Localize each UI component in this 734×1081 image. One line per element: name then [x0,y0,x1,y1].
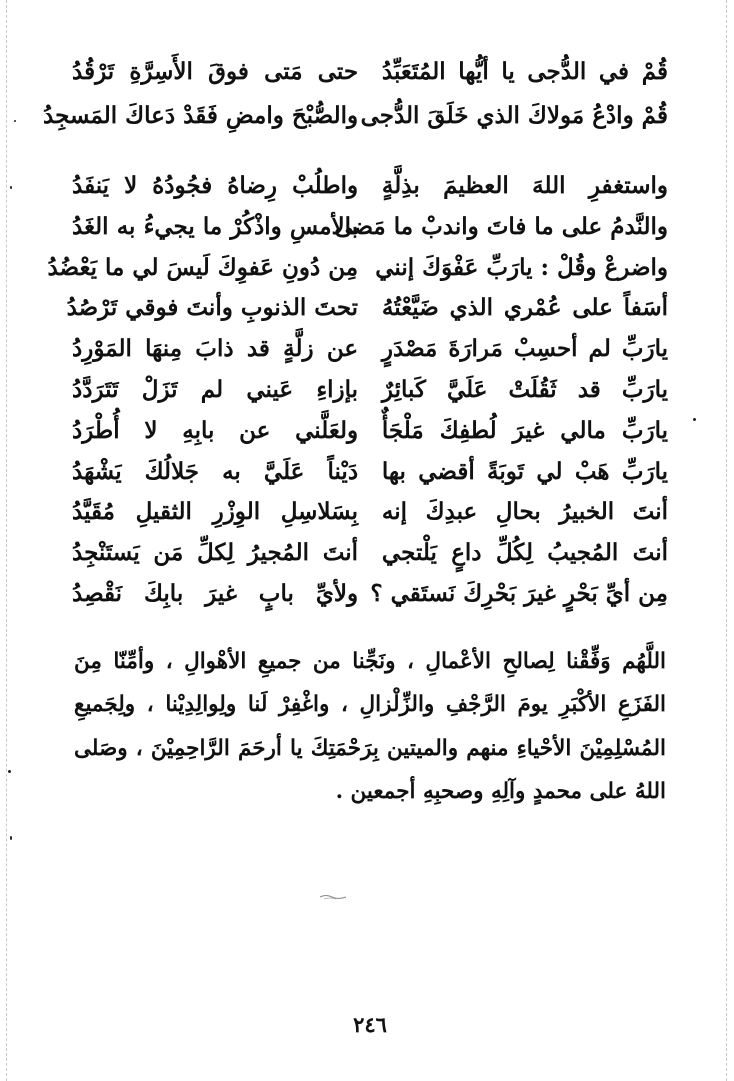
verse-right-hemistich: يارَبِّ هَبْ لي تَوبَةً أقضي بها [381,457,668,485]
main-poem [47,172,668,621]
verse-line [66,294,668,335]
verse-line [72,539,668,580]
verse-left-hemistich: بِسَلاسِلِ الوِزْرِ الثقيلِ مُقَيَّدُ [72,498,359,526]
verse-line [47,253,668,295]
verse-right-hemistich: واستغفرِ اللهَ العظيمَ بذِلَّةٍ [381,172,668,199]
verse-line [72,458,668,499]
verse-right-hemistich: يارَبِّ لم أحسِبْ مَرارَةَ مَصْدَرٍ [381,335,668,363]
verse-left-hemistich: والصُّبْحَ وامضِ فَقَدْ دَعاكَ المَسجِدُ [43,102,359,129]
closing-prayer-paragraph: اللَّهُم وَفِّقْنا لِصالحِ الأعْمالِ ، ونَجِّنا من جميعِ الأهْوالِ ، وأمِّنّا مِنَ الفَزَعِ الأكْبَرِ يومَ الرَّجْفِ والزِّلْزالِ ، واغْفِرْ لَنا ولِوالِدِيْنا ، ولِجَميعِ المُسْلِمِيْنَ الأحْياءِ منهم والميتين بِرَحْمَتِكَ يا أرحَمَ الرَّاحِمِيْنَ ، وصَلى اللهُ على محمدٍ وآلِهِ وصحبِهِ أجمعين . [74,648,666,804]
scan-speck [8,770,11,773]
verse-left-hemistich: مِن دُونِ عَفوِكَ لَيسَ لي ما يَعْضُدُ [47,253,359,281]
verse-right-hemistich: أسَفاً على عُمْري الذي ضَيَّعْتُهُ [381,294,668,322]
verse-line [72,213,668,254]
verse-left-hemistich: عن زلَّةٍ قد ذابَ مِنهَا المَوْرِدُ [72,335,359,363]
right-margin-guide [726,0,727,1081]
verse-left-hemistich: دَيْناً عَلَيَّ به جَلالُكَ يَشْهَدُ [72,457,359,485]
verse-right-hemistich: يارَبِّ قد ثَقُلَتْ عَلَيَّ كَبائِرٌ [381,375,668,403]
verse-right-hemistich: أنتَ الخبيرُ بحالِ عبدِكَ إنه [381,498,668,526]
verse-line [72,498,668,539]
verse-right-hemistich: مِن أيِّ بَحْرٍ غيرَ بَحْرِكَ نَستَقي ؟ [370,579,668,607]
verse-left-hemistich: واطلُبْ رِضاهُ فجُودُهُ لا يَنفَدُ [72,172,359,199]
scan-speck [693,418,696,421]
verse-line [43,102,668,146]
verse-left-hemistich: ولعَلَّني عن بابِهِ لا أُطْرَدُ [72,416,359,444]
verse-line [72,417,668,458]
verse-right-hemistich: قُمْ في الدُّجى يا أيُّها المُتَعَبِّدُ [381,58,668,85]
verse-line [72,580,668,621]
verse-right-hemistich: أنتَ المُجيبُ لِكُلِّ داعٍ يَلْتجي [381,539,668,567]
verse-line [72,335,668,376]
verse-line [72,376,668,417]
verse-line [72,58,668,102]
verse-left-hemistich: حتى مَتى فوقَ الأَسِرَّةِ تَرْقُدُ [72,58,359,85]
verse-right-hemistich: واضرعْ وقُلْ : يارَبِّ عَفْوَكَ إنني [375,253,668,281]
verse-left-hemistich: ولأيِّ بابٍ غيرَ بابِكَ نَقْصِدُ [72,579,359,607]
verse-left-hemistich: تحتَ الذنوبِ وأنتَ فوقي تَرْصُدُ [66,294,359,322]
scan-speck [10,836,12,840]
verse-right-hemistich: قُمْ وادْعُ مَولاكَ الذي خَلَقَ الدُّجى [360,102,668,129]
ornament-mark [318,893,348,901]
page-number: ٢٤٦ [353,1012,387,1037]
opening-verses [43,58,668,146]
verse-left-hemistich: بالأمسِ واذْكُرْ ما يجيءُ به الغَدُ [72,212,359,240]
scan-speck [14,120,16,122]
verse-left-hemistich: أنتَ المُجيرُ لِكلِّ مَن يَستَنْجِدُ [72,539,359,567]
verse-line [72,172,668,213]
verse-left-hemistich: بإزاءِ عَيني لم تَزَلْ تَتَرَدَّدُ [72,375,359,403]
left-margin-guide [6,0,7,1081]
scan-speck [10,186,12,189]
verse-right-hemistich: والنَّدمُ على ما فاتَ واندبْ ما مَضى [334,212,668,240]
verse-right-hemistich: يارَبِّ مالي غيرَ لُطفِكَ مَلْجَأٌ [381,416,668,444]
